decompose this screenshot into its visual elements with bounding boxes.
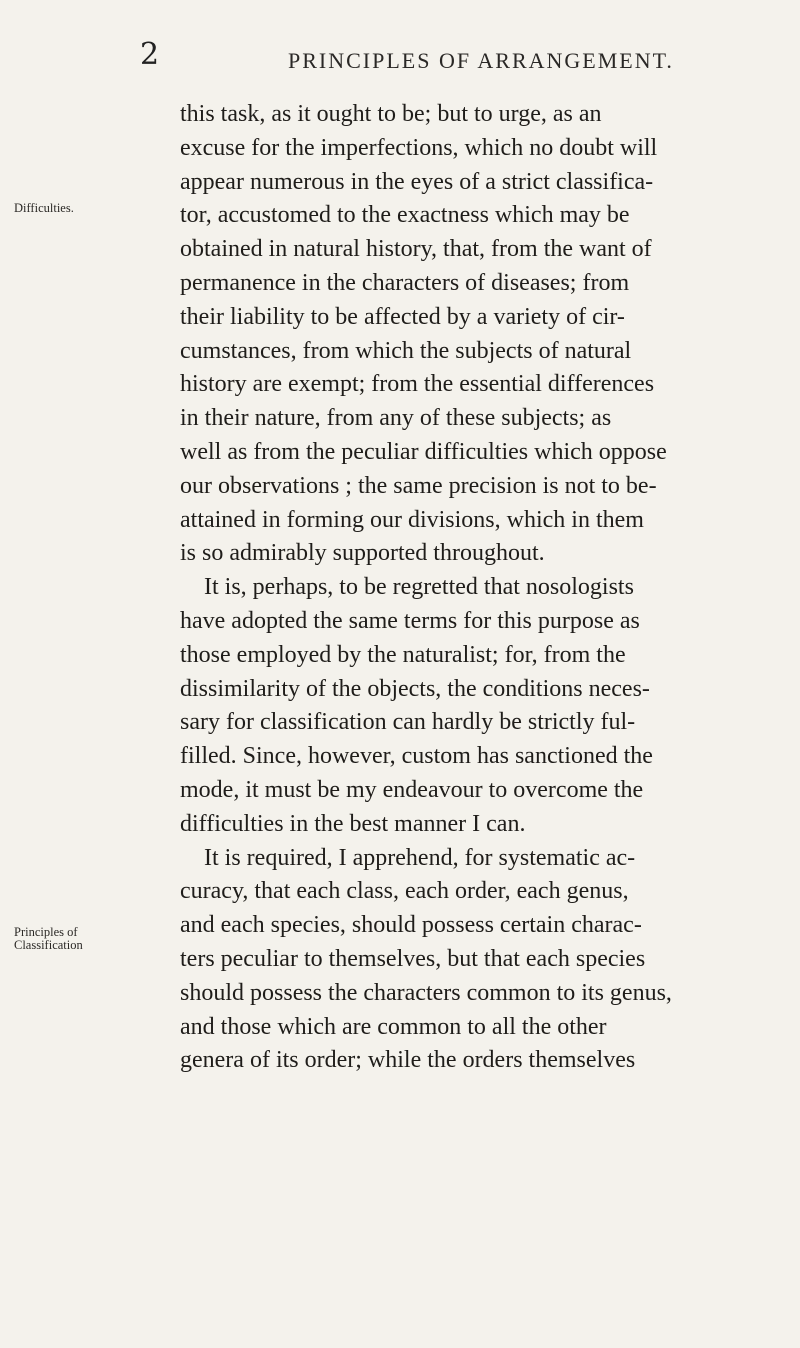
text-line: and each species, should possess certain charac- xyxy=(180,912,642,939)
text-line: permanence in the characters of diseases; from xyxy=(180,269,630,296)
text-line: difficulties in the best manner I can. xyxy=(180,810,526,837)
paragraph-start-line: It is, perhaps, to be regretted that nosologists xyxy=(204,574,634,601)
margin-note-principles-of-classification: Principles of Classification xyxy=(14,925,83,952)
text-line: ters peculiar to themselves, but that each species xyxy=(180,945,646,972)
text-line: tor, accustomed to the exactness which may be xyxy=(180,202,630,229)
text-line: and those which are common to all the other xyxy=(180,1013,607,1040)
running-head xyxy=(140,37,700,86)
body-text xyxy=(180,98,740,1078)
text-line: genera of its order; while the orders themselves xyxy=(180,1047,636,1074)
text-line: our observations ; the same precision is not to be- xyxy=(180,472,657,499)
text-line: curacy, that each class, each order, each genus, xyxy=(180,878,629,905)
text-line: well as from the peculiar difficulties which oppose xyxy=(180,438,667,465)
text-line: cumstances, from which the subjects of natural xyxy=(180,337,632,364)
text-line: is so admirably supported throughout. xyxy=(180,540,545,567)
text-line: their liability to be affected by a variety of cir- xyxy=(180,303,625,330)
text-line: should possess the characters common to its genus, xyxy=(180,979,672,1006)
text-line: attained in forming our divisions, which in them xyxy=(180,506,644,533)
text-line: this task, as it ought to be; but to urge, as an xyxy=(180,101,602,127)
text-line: mode, it must be my endeavour to overcome the xyxy=(180,776,644,803)
page-number: 2 xyxy=(140,37,160,72)
text-line: dissimilarity of the objects, the conditions neces- xyxy=(180,675,650,702)
text-line: sary for classification can hardly be strictly ful- xyxy=(180,709,636,736)
margin-note-difficulties: Difficulties. xyxy=(14,201,74,215)
text-line: filled. Since, however, custom has sanctioned the xyxy=(180,743,653,770)
text-line: in their nature, from any of these subjects; as xyxy=(180,405,612,432)
running-head-title: PRINCIPLES OF ARRANGEMENT. xyxy=(288,48,674,73)
text-line: those employed by the naturalist; for, from the xyxy=(180,641,626,668)
text-line: appear numerous in the eyes of a strict classifica- xyxy=(180,168,654,195)
paragraph-start-line: It is required, I apprehend, for systematic ac- xyxy=(204,844,636,871)
text-line: history are exempt; from the essential differences xyxy=(180,371,655,398)
text-line: obtained in natural history, that, from the want of xyxy=(180,236,652,263)
text-line: have adopted the same terms for this purpose as xyxy=(180,607,640,634)
text-line: excuse for the imperfections, which no doubt will xyxy=(180,134,658,161)
